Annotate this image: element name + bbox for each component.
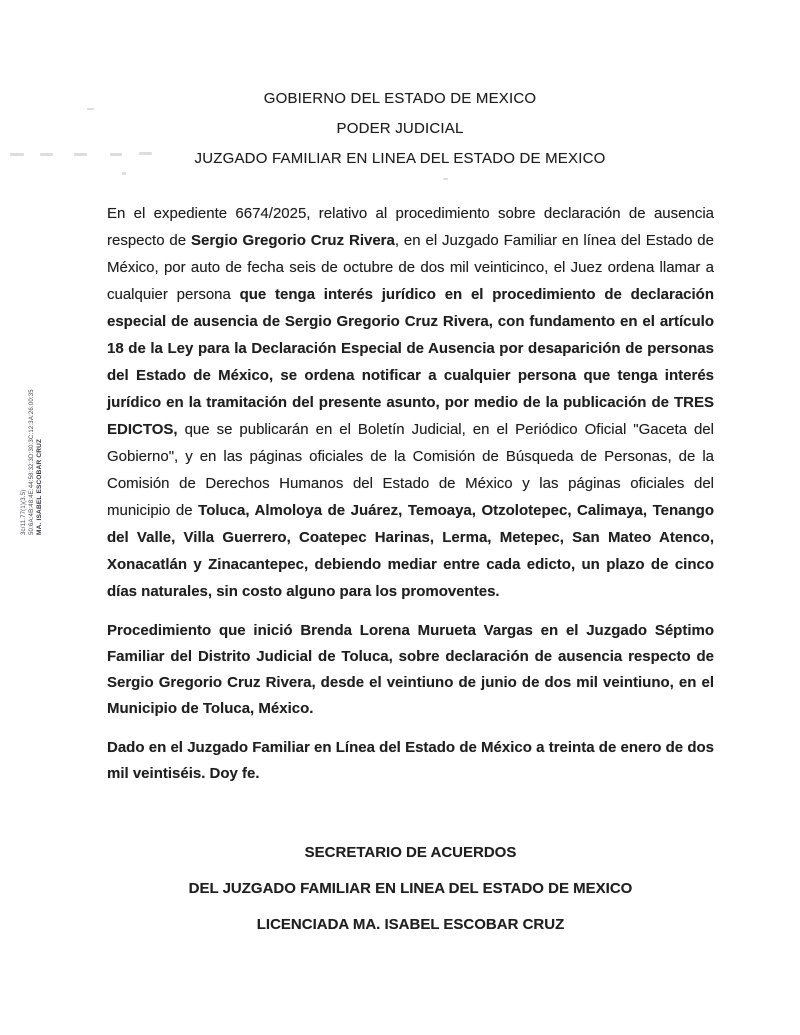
- paragraph-expediente: [107, 200, 714, 605]
- edict-body: [107, 200, 714, 787]
- scan-artifact: [10, 153, 24, 156]
- signature-court: DEL JUZGADO FAMILIAR EN LINEA DEL ESTADO DE MEXICO: [188, 880, 633, 897]
- scan-artifact: [443, 178, 448, 180]
- text-segment: En el expediente 6674/2025, relativo al procedimiento sobre declaración de ausencia respecto de: [107, 205, 714, 249]
- text-segment: , en el Juzgado Familiar en línea del Estado de México, por auto de fecha seis de octubre de dos mil veinticinco, el Juez ordena llamar a cualquier persona: [107, 232, 714, 303]
- stamp-signer-name: MA. ISABEL ESCOBAR CRUZ: [36, 438, 43, 535]
- header-line-government: GOBIERNO DEL ESTADO DE MEXICO: [263, 90, 537, 107]
- signature-block: [107, 835, 714, 943]
- scan-artifact: [74, 153, 87, 156]
- scan-artifact: [139, 152, 152, 155]
- paragraph-dado-en: Dado en el Juzgado Familiar en Línea del Estado de México a treinta de enero de dos mil veintiséis. Doy fe.: [107, 739, 714, 782]
- scan-artifact: [122, 172, 126, 175]
- stamp-code: 3c/11.77(1)(3.5): [21, 489, 27, 535]
- signature-title: SECRETARIO DE ACUERDOS: [304, 844, 517, 861]
- text-segment: Sergio Gregorio Cruz Rivera: [190, 232, 395, 249]
- text-segment: que se publicarán en el Boletín Judicial, en el Periódico Oficial "Gaceta del Gobierno", y en las páginas oficiales de la Comisión de Búsqueda de Personas, de la Comisión de Derechos Humanos del Estado de México y las páginas oficiales del municipio de: [107, 421, 714, 519]
- signature-name: LICENCIADA MA. ISABEL ESCOBAR CRUZ: [256, 916, 565, 933]
- stamp-hash: 50:6A:4B:48:4E:44:58:32:3D:30:3C:12:3A:26:00:35: [29, 389, 35, 535]
- scan-artifact: [87, 108, 94, 110]
- text-segment: que tenga interés jurídico en el procedimiento de declaración especial de ausencia de Sergio Gregorio Cruz Rivera, con fundamento en el artículo 18 de la Ley para la Declaración Especial de Ausencia por desaparición de personas del Estado de México, se ordena notificar a cualquier persona que tenga interés jurídico en la tramitación del presente asunto, por medio de la publicación de TRES EDICTOS,: [107, 286, 714, 438]
- header-line-judicial-power: PODER JUDICIAL: [336, 120, 464, 137]
- document-header: [0, 0, 800, 174]
- paragraph-procedimiento: Procedimiento que inició Brenda Lorena Murueta Vargas en el Juzgado Séptimo Familiar del Distrito Judicial de Toluca, sobre declaración de ausencia respecto de Sergio Gregorio Cruz Rivera, desde el veintiuno de junio de dos mil veintiuno, en el Municipio de Toluca, México.: [107, 622, 714, 717]
- text-segment: Toluca, Almoloya de Juárez, Temoaya, Otzolotepec, Calimaya, Tenango del Valle, Villa Guerrero, Coatepec Harinas, Lerma, Metepec, San Mateo Atenco, Xonacatlán y Zinacantepec, debiendo mediar entre cada edicto, un plazo de cinco días naturales, sin costo alguno para los promoventes.: [107, 502, 714, 600]
- header-line-court: JUZGADO FAMILIAR EN LINEA DEL ESTADO DE MEXICO: [194, 150, 606, 167]
- scan-artifact: [110, 153, 122, 156]
- scan-artifact: [40, 153, 53, 156]
- esignature-margin-stamp: [20, 359, 44, 535]
